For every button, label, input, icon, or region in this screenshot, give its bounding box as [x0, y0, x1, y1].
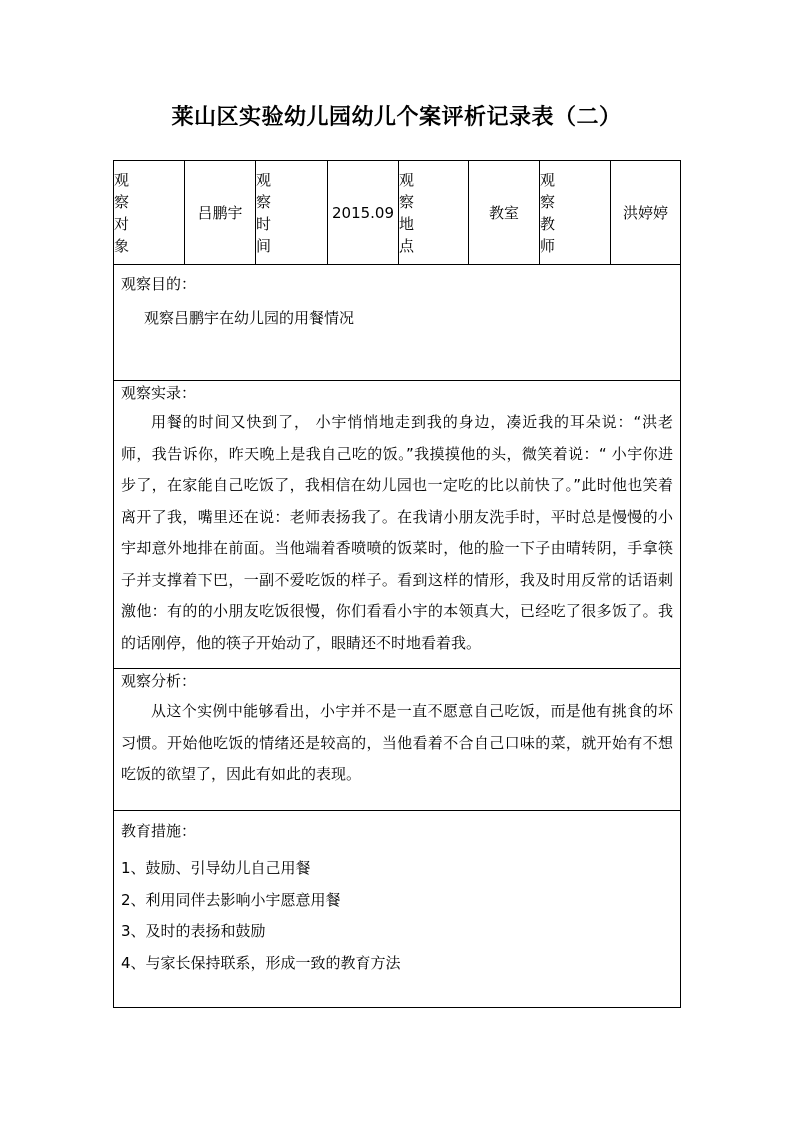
record-section [114, 381, 680, 669]
time-label-cell [256, 161, 328, 264]
teacher-label-line-2: 教 师 [540, 214, 574, 255]
measures-section [114, 811, 680, 1007]
place-value-cell [469, 161, 540, 264]
place-label-line-1: 观 察 [399, 170, 433, 211]
measures-list [121, 853, 401, 979]
subject-label-cell [114, 161, 185, 264]
subject-label-line-2: 对 象 [114, 214, 148, 255]
record-table [113, 160, 681, 1008]
record-text: 用餐的时间又快到了， 小宇悄悄地走到我的身边，凑近我的耳朵说：“洪老师，我告诉你，昨天晚上是我自己吃的饭。”我摸摸他的头，微笑着说：“ 小宇你进步了，在家能自己吃饭了，我相信在幼儿园也一定吃的比以前快了。”此时他也笑着离开了我，嘴里还在说：老师表扬我了。在我请小朋友洗手时，平时总是慢慢的小宇却意外地排在前面。当他端着香喷喷的饭菜时，他的脸一下子由晴转阴，手拿筷子并支撑着下巴，一副不爱吃饭的样子。看到这样的情形，我及时用反常的话语刺激他：有的的小朋友吃饭很慢，你们看看小宇的本领真大，已经吃了很多饭了。我的话刚停，他的筷子开始动了，眼睛还不时地看着我。 [121, 413, 673, 652]
measures-heading: 教育措施： [121, 822, 197, 840]
purpose-heading: 观察目的： [121, 275, 197, 293]
teacher-label-line-1: 观 察 [540, 170, 574, 211]
list-item: 3、及时的表扬和鼓励 [121, 922, 266, 940]
place-value: 教室 [488, 204, 519, 222]
record-heading: 观察实录： [121, 384, 197, 402]
place-label-line-2: 地 点 [399, 214, 433, 255]
place-label-cell [399, 161, 469, 264]
teacher-value: 洪婷婷 [622, 204, 668, 222]
purpose-section [114, 264, 680, 381]
list-item: 4、与家长保持联系，形成一致的教育方法 [121, 953, 401, 972]
analysis-heading: 观察分析： [121, 672, 197, 690]
header-row [114, 161, 680, 265]
time-label-line-1: 观 察 [256, 170, 290, 211]
list-item: 2、利用同伴去影响小宇愿意用餐 [121, 890, 341, 909]
teacher-value-cell [611, 161, 680, 264]
time-value-cell [328, 161, 399, 264]
analysis-section [114, 669, 680, 811]
subject-value-cell [185, 161, 256, 264]
list-item: 1、鼓励、引导幼儿自己用餐 [121, 859, 311, 877]
subject-label-line-1: 观 察 [114, 170, 148, 211]
page-title: 莱山区实验幼儿园幼儿个案评析记录表（二） [171, 105, 622, 130]
purpose-text: 观察吕鹏宇在幼儿园的用餐情况 [144, 309, 355, 327]
subject-value: 吕鹏宇 [197, 204, 243, 222]
analysis-text: 从这个实例中能够看出，小宇并不是一直不愿意自己吃饭，而是他有挑食的坏习惯。开始他吃饭的情绪还是较高的，当他看着不合自己口味的菜，就开始有不想吃饭的欲望了，因此有如此的表现。 [121, 702, 673, 783]
teacher-label-cell [540, 161, 611, 264]
time-value: 2015.09 [331, 203, 395, 222]
time-label-line-2: 时 间 [256, 214, 290, 255]
